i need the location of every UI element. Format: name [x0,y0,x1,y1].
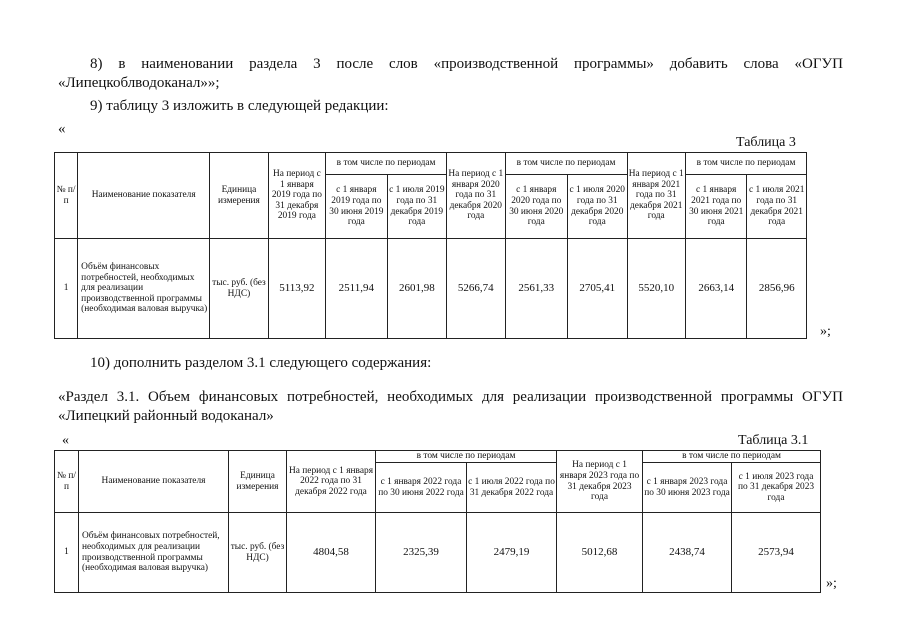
header-name: Наименование показателя [79,451,229,513]
table-3 [54,152,807,339]
paragraph-8-line1: 8) в наименовании раздела 3 после слов «производственной программы» добавить слова «ОГУП [90,56,843,72]
header-period-2020: На период с 1 января 2020 года по 31 декабря 2020 года [447,153,505,239]
header-2023-h2: с 1 июля 2023 года по 31 декабря 2023 года [732,463,821,513]
header-2019-h1: с 1 января 2019 года по 30 июня 2019 года [326,175,387,239]
header-incl-2019: в том числе по периодам [326,153,447,175]
header-incl-2020: в том числе по периодам [505,153,627,175]
header-incl-2023: в том числе по периодам [643,451,821,463]
header-period-2023: На период с 1 января 2023 года по 31 декабря 2023 года [557,451,643,513]
value-2020: 5266,74 [447,239,505,339]
header-2021-h2: с 1 июля 2021 года по 31 декабря 2021 года [747,175,807,239]
header-period-2019: На период с 1 января 2019 года по 31 декабря 2019 года [268,153,325,239]
value-2019-h1: 2511,94 [326,239,387,339]
header-2021-h1: с 1 января 2021 года по 30 июня 2021 года [685,175,746,239]
paragraph-9: 9) таблицу 3 изложить в следующей редакции: [90,98,389,114]
value-2019-h2: 2601,98 [387,239,446,339]
table31-close-quote: »; [826,576,837,591]
paragraph-10: 10) дополнить разделом 3.1 следующего содержания: [90,355,432,371]
quote-open-1: « [58,121,66,137]
header-period-2022: На период с 1 января 2022 года по 31 декабря 2022 года [287,451,376,513]
value-2021-h1: 2663,14 [685,239,746,339]
paragraph-8-line2: «Липецкоблводоканал»»; [58,75,220,91]
header-2019-h2: с 1 июля 2019 года по 31 декабря 2019 года [387,175,446,239]
row-num: 1 [55,513,79,593]
row-name: Объём финансовых потребностей, необходимых для реализации производственной программы (необходимая валовая выручка) [78,239,210,339]
header-period-2021: На период с 1 января 2021 года по 31 декабря 2021 года [627,153,685,239]
header-num: № п/п [55,451,79,513]
table31-caption: Таблица 3.1 [738,433,809,448]
header-num: № п/п [55,153,78,239]
value-2022-h1: 2325,39 [376,513,467,593]
header-2023-h1: с 1 января 2023 года по 30 июня 2023 года [643,463,732,513]
header-name: Наименование показателя [78,153,210,239]
header-2022-h2: с 1 июля 2022 года по 31 декабря 2022 года [467,463,557,513]
table3-close-quote: »; [820,324,831,339]
row-num: 1 [55,239,78,339]
value-2021-h2: 2856,96 [747,239,807,339]
header-2020-h2: с 1 июля 2020 года по 31 декабря 2020 года [568,175,627,239]
table-row [55,513,821,593]
header-2022-h1: с 1 января 2022 года по 30 июня 2022 года [376,463,467,513]
row-unit: тыс. руб. (без НДС) [210,239,268,339]
value-2020-h1: 2561,33 [505,239,567,339]
row-name: Объём финансовых потребностей, необходимых для реализации производственной программы (необходимая валовая выручка) [79,513,229,593]
value-2021: 5520,10 [627,239,685,339]
table3-caption: Таблица 3 [736,135,796,150]
value-2020-h2: 2705,41 [568,239,627,339]
value-2023-h1: 2438,74 [643,513,732,593]
header-unit: Единица измерения [210,153,268,239]
header-incl-2021: в том числе по периодам [685,153,806,175]
header-unit: Единица измерения [229,451,287,513]
section-3-1-line2: «Липецкий районный водоканал» [58,408,274,424]
quote-open-2: « [62,433,69,448]
header-2020-h1: с 1 января 2020 года по 30 июня 2020 года [505,175,567,239]
table-3-1 [54,450,821,593]
row-unit: тыс. руб. (без НДС) [229,513,287,593]
value-2019: 5113,92 [268,239,325,339]
value-2023-h2: 2573,94 [732,513,821,593]
value-2023: 5012,68 [557,513,643,593]
value-2022: 4804,58 [287,513,376,593]
table-row [55,239,807,339]
value-2022-h2: 2479,19 [467,513,557,593]
section-3-1-line1: «Раздел 3.1. Объем финансовых потребностей, необходимых для реализации производственной программы ОГУП [58,389,843,405]
header-incl-2022: в том числе по периодам [376,451,557,463]
